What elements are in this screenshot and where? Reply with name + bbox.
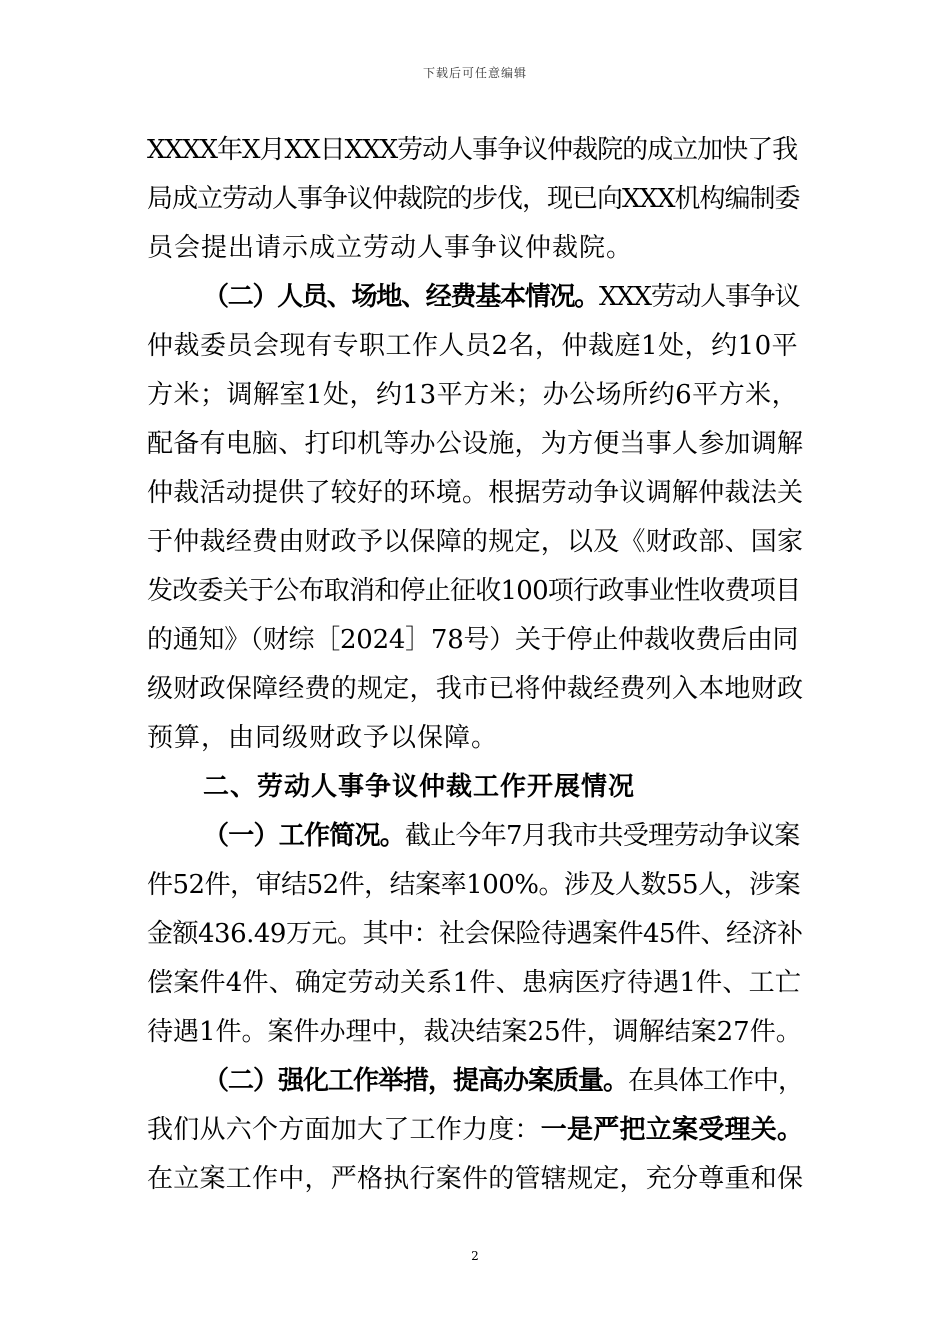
bold-text-segment: 一是严把立案受理关。 — [540, 1115, 804, 1145]
text-segment: 于仲裁经费由财政予以保障的规定，以及《财政部、国家 — [147, 527, 804, 557]
text-segment: 的通知》（财综［2024］78号）关于停止仲裁收费后由同 — [147, 625, 799, 655]
page-header: 下载后可任意编辑 — [422, 66, 527, 80]
text-line — [147, 910, 803, 959]
text-segment: 件52件，审结52件，结案率100%。涉及人数55人，涉案 — [147, 870, 801, 900]
text-segment: 级财政保障经费的规定，我市已将仲裁经费列入本地财政 — [147, 674, 804, 704]
text-segment: 仲裁活动提供了较好的环境。根据劳动争议调解仲裁法关 — [147, 478, 804, 508]
page-number: 2 — [471, 1249, 479, 1263]
text-segment: 待遇1件。案件办理中，裁决结案25件，调解结案27件。 — [147, 1017, 802, 1047]
bold-text-segment: （一）工作简况。 — [203, 821, 406, 851]
text-segment: 金额436.49万元。其中：社会保险待遇案件45件、经济补 — [147, 919, 803, 949]
text-segment: 仲裁委员会现有专职工作人员2名，仲裁庭1处，约10平 — [147, 331, 799, 361]
text-line — [147, 861, 803, 910]
text-line — [147, 469, 803, 518]
text-line — [147, 812, 803, 861]
text-line — [147, 567, 803, 616]
text-line — [147, 1008, 803, 1057]
bold-text-segment: （二）强化工作举措，提高办案质量。 — [203, 1066, 629, 1096]
text-segment: 方米；调解室1处，约13平方米；办公场所约6平方米， — [147, 380, 799, 410]
text-line — [147, 371, 803, 420]
text-line — [147, 518, 803, 567]
text-line — [147, 273, 803, 322]
text-line — [147, 1106, 803, 1155]
text-line — [147, 1155, 803, 1204]
bold-text-segment: 二、劳动人事争议仲裁工作开展情况 — [203, 772, 636, 802]
text-line — [147, 665, 803, 714]
text-line — [147, 616, 803, 665]
text-line — [147, 959, 803, 1008]
text-segment: 偿案件4件、确定劳动关系1件、患病医疗待遇1件、工亡 — [147, 968, 802, 998]
text-segment: 局成立劳动人事争议仲裁院的步伐，现已向XXX机构编制委 — [147, 184, 800, 214]
text-segment: 在立案工作中，严格执行案件的管辖规定，充分尊重和保 — [147, 1164, 804, 1194]
text-segment: 发改委关于公布取消和停止征收100项行政事业性收费项目 — [147, 576, 801, 606]
text-line — [147, 175, 803, 224]
text-segment: 我们从六个方面加大了工作力度： — [147, 1115, 541, 1145]
text-line — [147, 763, 803, 812]
text-line — [147, 1057, 803, 1106]
bold-text-segment: （二）人员、场地、经费基本情况。 — [203, 282, 600, 312]
text-line — [147, 714, 803, 763]
text-segment: XXX劳动人事争议 — [599, 282, 800, 312]
text-segment: 预算，由同级财政予以保障。 — [147, 723, 499, 753]
text-line — [147, 224, 803, 273]
text-segment: 在具体工作中， — [628, 1066, 804, 1096]
text-segment: 配备有电脑、打印机等办公设施，为方便当事人参加调解 — [147, 429, 804, 459]
text-line — [147, 126, 803, 175]
document-body — [147, 126, 803, 1204]
text-segment: 截止今年7月我市共受理劳动争议案 — [405, 821, 800, 851]
text-line — [147, 322, 803, 371]
text-segment: 员会提出请示成立劳动人事争议仲裁院。 — [147, 233, 634, 263]
text-segment: XXXX年X月XX日XXX劳动人事争议仲裁院的成立加快了我 — [147, 135, 798, 165]
text-line — [147, 420, 803, 469]
